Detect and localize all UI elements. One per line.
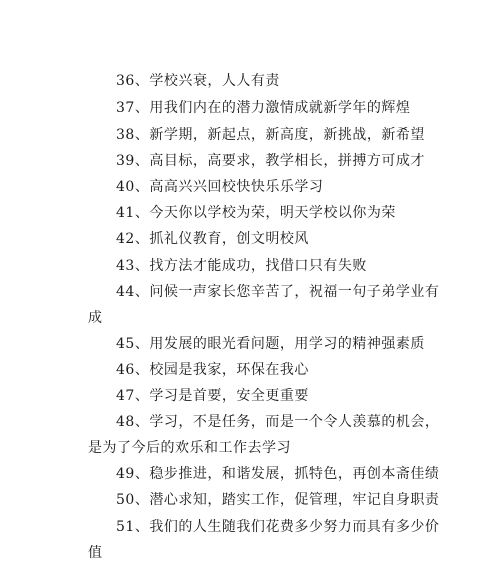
text-line-continuation: 值 xyxy=(88,545,103,561)
text-line: 49、稳步推进，和谐发展，抓特色，再创本斋佳绩 xyxy=(116,466,440,482)
text-line: 41、今天你以学校为荣，明天学校以你为荣 xyxy=(116,205,396,221)
text-line: 48、学习，不是任务，而是一个令人羡慕的机会， xyxy=(116,414,440,430)
text-line: 44、问候一声家长您辛苦了，祝福一句子弟学业有 xyxy=(116,284,440,300)
text-line: 46、校园是我家，环保在我心 xyxy=(116,362,309,378)
text-line: 45、用发展的眼光看问题，用学习的精神强素质 xyxy=(116,336,425,352)
text-line: 51、我们的人生随我们花费多少努力而具有多少价 xyxy=(116,519,440,535)
text-line: 40、高高兴兴回校快快乐乐学习 xyxy=(116,179,324,195)
text-line: 42、抓礼仪教育，创文明校风 xyxy=(116,231,309,247)
text-line: 37、用我们内在的潜力激情成就新学年的辉煌 xyxy=(116,100,411,116)
text-line: 47、学习是首要，安全更重要 xyxy=(116,388,309,404)
text-line: 39、高目标，高要求，教学相长，拼搏方可成才 xyxy=(116,153,425,169)
text-line: 36、学校兴衰，人人有责 xyxy=(116,73,280,89)
text-line-continuation: 是为了今后的欢乐和工作去学习 xyxy=(88,440,291,456)
text-line: 38、新学期，新起点，新高度，新挑战，新希望 xyxy=(116,127,425,143)
text-line: 43、找方法才能成功，找借口只有失败 xyxy=(116,258,367,274)
text-line-continuation: 成 xyxy=(88,310,103,326)
text-line: 50、潜心求知，踏实工作，促管理，牢记自身职责 xyxy=(116,492,440,508)
